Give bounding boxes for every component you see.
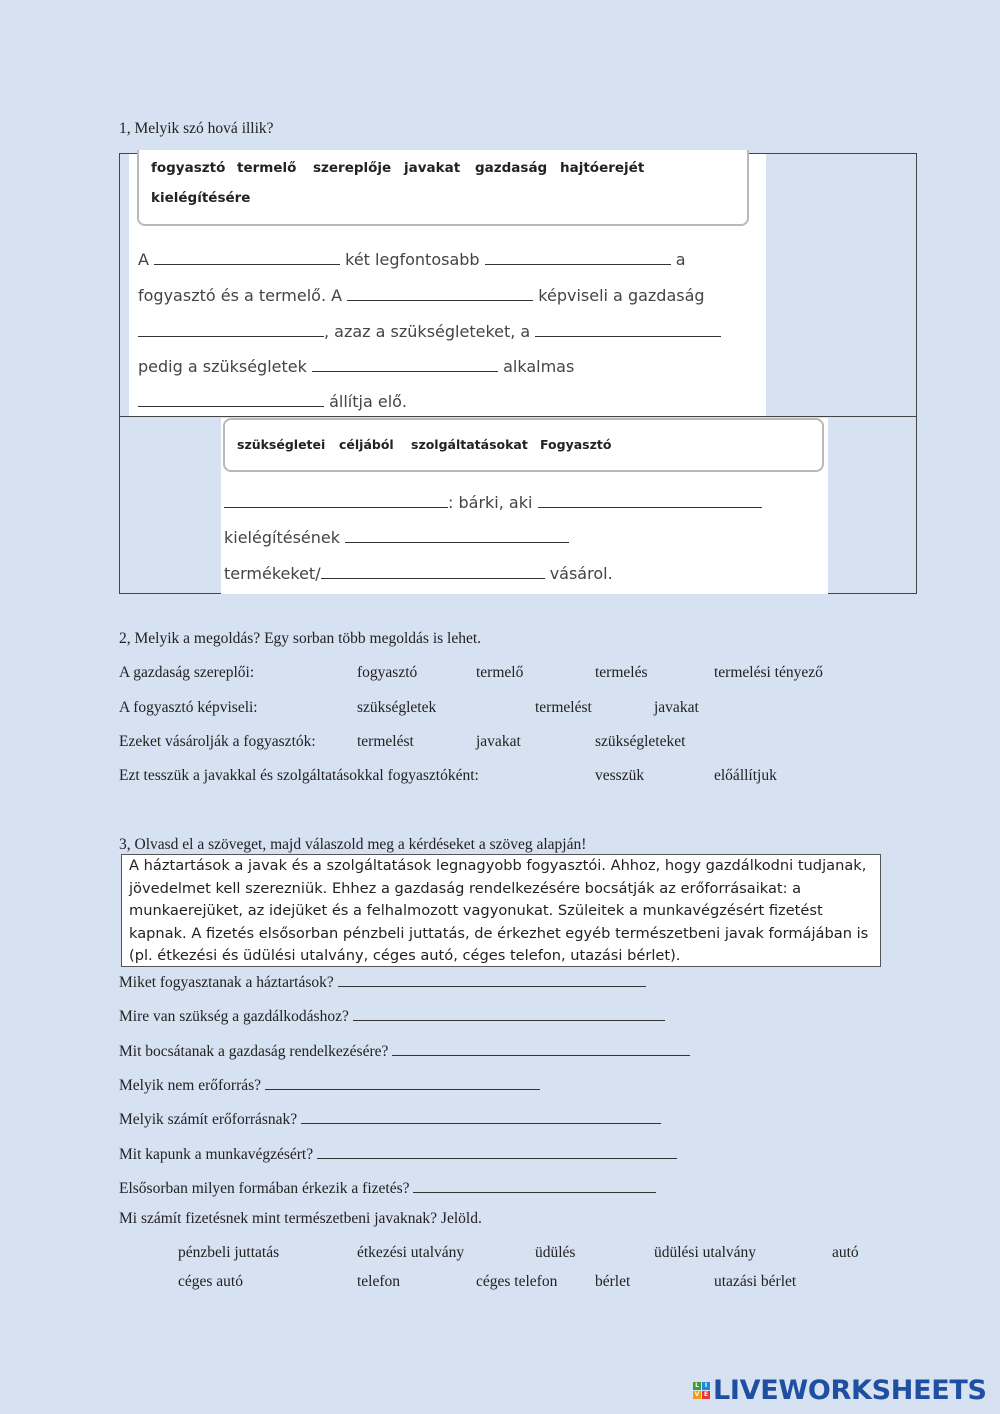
row-label: A gazdaság szereplői:	[119, 664, 255, 681]
line-text: vásárol.	[549, 564, 613, 583]
choice-option[interactable]: pénzbeli juttatás	[178, 1244, 280, 1261]
fill-line-2	[138, 284, 705, 305]
answer-blank[interactable]	[224, 491, 448, 508]
line-text: kielégítésének	[224, 528, 340, 547]
question-row	[119, 1039, 690, 1061]
choice-option[interactable]: utazási bérlet	[714, 1273, 797, 1290]
choice-option[interactable]: fogyasztó	[357, 664, 418, 681]
choice-option[interactable]: céges autó	[178, 1273, 243, 1290]
word-bank-item[interactable]: szükségletei	[237, 437, 326, 452]
line-text: két legfontosabb	[345, 250, 480, 269]
line-text: állítja elő.	[329, 392, 408, 411]
word-bank-item[interactable]: javakat	[404, 160, 461, 176]
answer-blank[interactable]	[154, 248, 340, 265]
choice-option[interactable]: előállítjuk	[714, 767, 777, 784]
answer-blank[interactable]	[353, 1004, 665, 1021]
choice-option[interactable]: javakat	[654, 699, 699, 716]
logo-mark-letter: L	[693, 1382, 701, 1390]
question-row	[119, 1176, 656, 1198]
table-divider	[119, 416, 917, 417]
logo-mark-letter: V	[694, 1390, 700, 1398]
section1-title: 1, Melyik szó hová illik?	[119, 120, 274, 137]
question-row	[119, 1073, 540, 1095]
word-bank-item[interactable]: termelő	[237, 160, 297, 176]
section2-title: 2, Melyik a megoldás? Egy sorban több megoldás is lehet.	[119, 630, 482, 647]
question-text: Mit kapunk a munkavégzésért?	[119, 1146, 314, 1163]
choice-option[interactable]: termelési tényező	[714, 664, 823, 681]
answer-blank[interactable]	[485, 248, 671, 265]
line-text: A	[138, 250, 149, 269]
question-text: Melyik számít erőforrásnak?	[119, 1111, 298, 1128]
word-bank-item[interactable]: szereplője	[313, 160, 392, 176]
reading-text-box	[121, 854, 881, 967]
reading-text: A háztartások a javak és a szolgáltatások legnagyobb fogyasztói. Ahhoz, hogy gazdálkodni tudjanak, jövedelmet kell szerezniük. Ehhez a gazdaság rendelkezésére bocsátják az erőforrásaikat: a munkaerejüket, az idejüket és a felhalmozott vagyonukat. Szüleitek a munkavégzésért fizetést kapnak. A fizetés elsősorban pénzbeli juttatás, de érkezhet egyéb természetbeni javak formájában is (pl. étkezési és üdülési utalvány, céges autó, céges telefon, utazási bérlet).	[129, 857, 869, 964]
question-text: Mire van szükség a gazdálkodáshoz?	[119, 1008, 349, 1025]
choice-option[interactable]: termelés	[595, 664, 648, 681]
line-text: , azaz a szükségleteket, a	[324, 322, 531, 341]
logo-text: LIVEWORKSHEETS	[713, 1374, 987, 1406]
question-text: Mi számít fizetésnek mint természetbeni javaknak? Jelöld.	[119, 1210, 482, 1227]
question-row	[119, 1107, 661, 1129]
fill-line-1	[138, 248, 686, 269]
question-text: Melyik nem erőforrás?	[119, 1077, 262, 1094]
word-bank-1	[137, 150, 749, 226]
line-text: a	[675, 250, 686, 269]
answer-blank[interactable]	[413, 1176, 656, 1193]
question-row	[119, 1142, 677, 1164]
question-text: Miket fogyasztanak a háztartások?	[119, 974, 334, 991]
choice-option[interactable]: bérlet	[595, 1273, 631, 1290]
word-bank-item[interactable]: Fogyasztó	[540, 437, 612, 452]
answer-blank[interactable]	[317, 1142, 677, 1159]
answer-blank[interactable]	[392, 1039, 690, 1056]
fill-line-7	[224, 526, 569, 547]
choice-option[interactable]: telefon	[357, 1273, 401, 1290]
word-bank-item[interactable]: gazdaság	[475, 160, 548, 176]
line-text: alkalmas	[503, 357, 575, 376]
word-bank-item[interactable]: kielégítésére	[151, 190, 251, 206]
question-row	[119, 970, 646, 992]
answer-blank[interactable]	[347, 284, 533, 301]
logo-mark-icon	[693, 1382, 710, 1399]
answer-blank[interactable]	[538, 491, 762, 508]
line-text: termékeket/	[224, 564, 321, 583]
question-text: Mit bocsátanak a gazdaság rendelkezésére?	[119, 1043, 389, 1060]
choice-option[interactable]: étkezési utalvány	[357, 1244, 465, 1261]
choice-option[interactable]: termelő	[476, 664, 524, 681]
answer-blank[interactable]	[535, 320, 721, 337]
answer-blank[interactable]	[138, 320, 324, 337]
question-row	[119, 1210, 482, 1228]
fill-line-6	[224, 491, 762, 512]
word-bank-item[interactable]: hajtóerejét	[560, 160, 645, 176]
logo-mark-letter: I	[702, 1382, 710, 1390]
choice-option[interactable]: vesszük	[595, 767, 645, 784]
line-text: fogyasztó és a termelő. A	[138, 286, 343, 305]
section3-title: 3, Olvasd el a szöveget, majd válaszold meg a kérdéseket a szöveg alapján!	[119, 836, 587, 853]
fill-line-5	[138, 390, 407, 411]
choice-option[interactable]: céges telefon	[476, 1273, 558, 1290]
word-bank-item[interactable]: szolgáltatásokat	[411, 437, 528, 452]
row-label: Ezt tesszük a javakkal és szolgáltatásokkal fogyasztóként:	[119, 767, 479, 784]
choice-option[interactable]: javakat	[476, 733, 521, 750]
question-row	[119, 1004, 665, 1026]
line-text: pedig a szükségletek	[138, 357, 307, 376]
choice-option[interactable]: autó	[832, 1244, 859, 1261]
line-text: : bárki, aki	[448, 493, 533, 512]
choice-option[interactable]: termelést	[357, 733, 414, 750]
word-bank-item[interactable]: fogyasztó	[151, 160, 226, 176]
choice-option[interactable]: üdülés	[535, 1244, 576, 1261]
word-bank-item[interactable]: céljából	[339, 437, 394, 452]
choice-option[interactable]: szükségletek	[357, 699, 437, 716]
choice-option[interactable]: szükségleteket	[595, 733, 686, 750]
fill-line-4	[138, 355, 574, 376]
answer-blank[interactable]	[312, 355, 498, 372]
row-label: A fogyasztó képviseli:	[119, 699, 258, 716]
choice-option[interactable]: termelést	[535, 699, 592, 716]
answer-blank[interactable]	[301, 1107, 661, 1124]
answer-blank[interactable]	[265, 1073, 540, 1090]
fill-line-8	[224, 562, 613, 583]
question-text: Elsősorban milyen formában érkezik a fizetés?	[119, 1180, 410, 1197]
answer-blank[interactable]	[338, 970, 646, 987]
answer-blank[interactable]	[138, 390, 324, 407]
answer-blank[interactable]	[321, 562, 545, 579]
liveworksheets-logo	[693, 1374, 987, 1406]
choice-option[interactable]: üdülési utalvány	[654, 1244, 757, 1261]
line-text: képviseli a gazdaság	[538, 286, 705, 305]
logo-mark-letter: E	[703, 1390, 709, 1398]
word-bank-2	[223, 418, 824, 472]
fill-line-3	[138, 320, 721, 341]
row-label: Ezeket vásárolják a fogyasztók:	[119, 733, 316, 750]
answer-blank[interactable]	[345, 526, 569, 543]
